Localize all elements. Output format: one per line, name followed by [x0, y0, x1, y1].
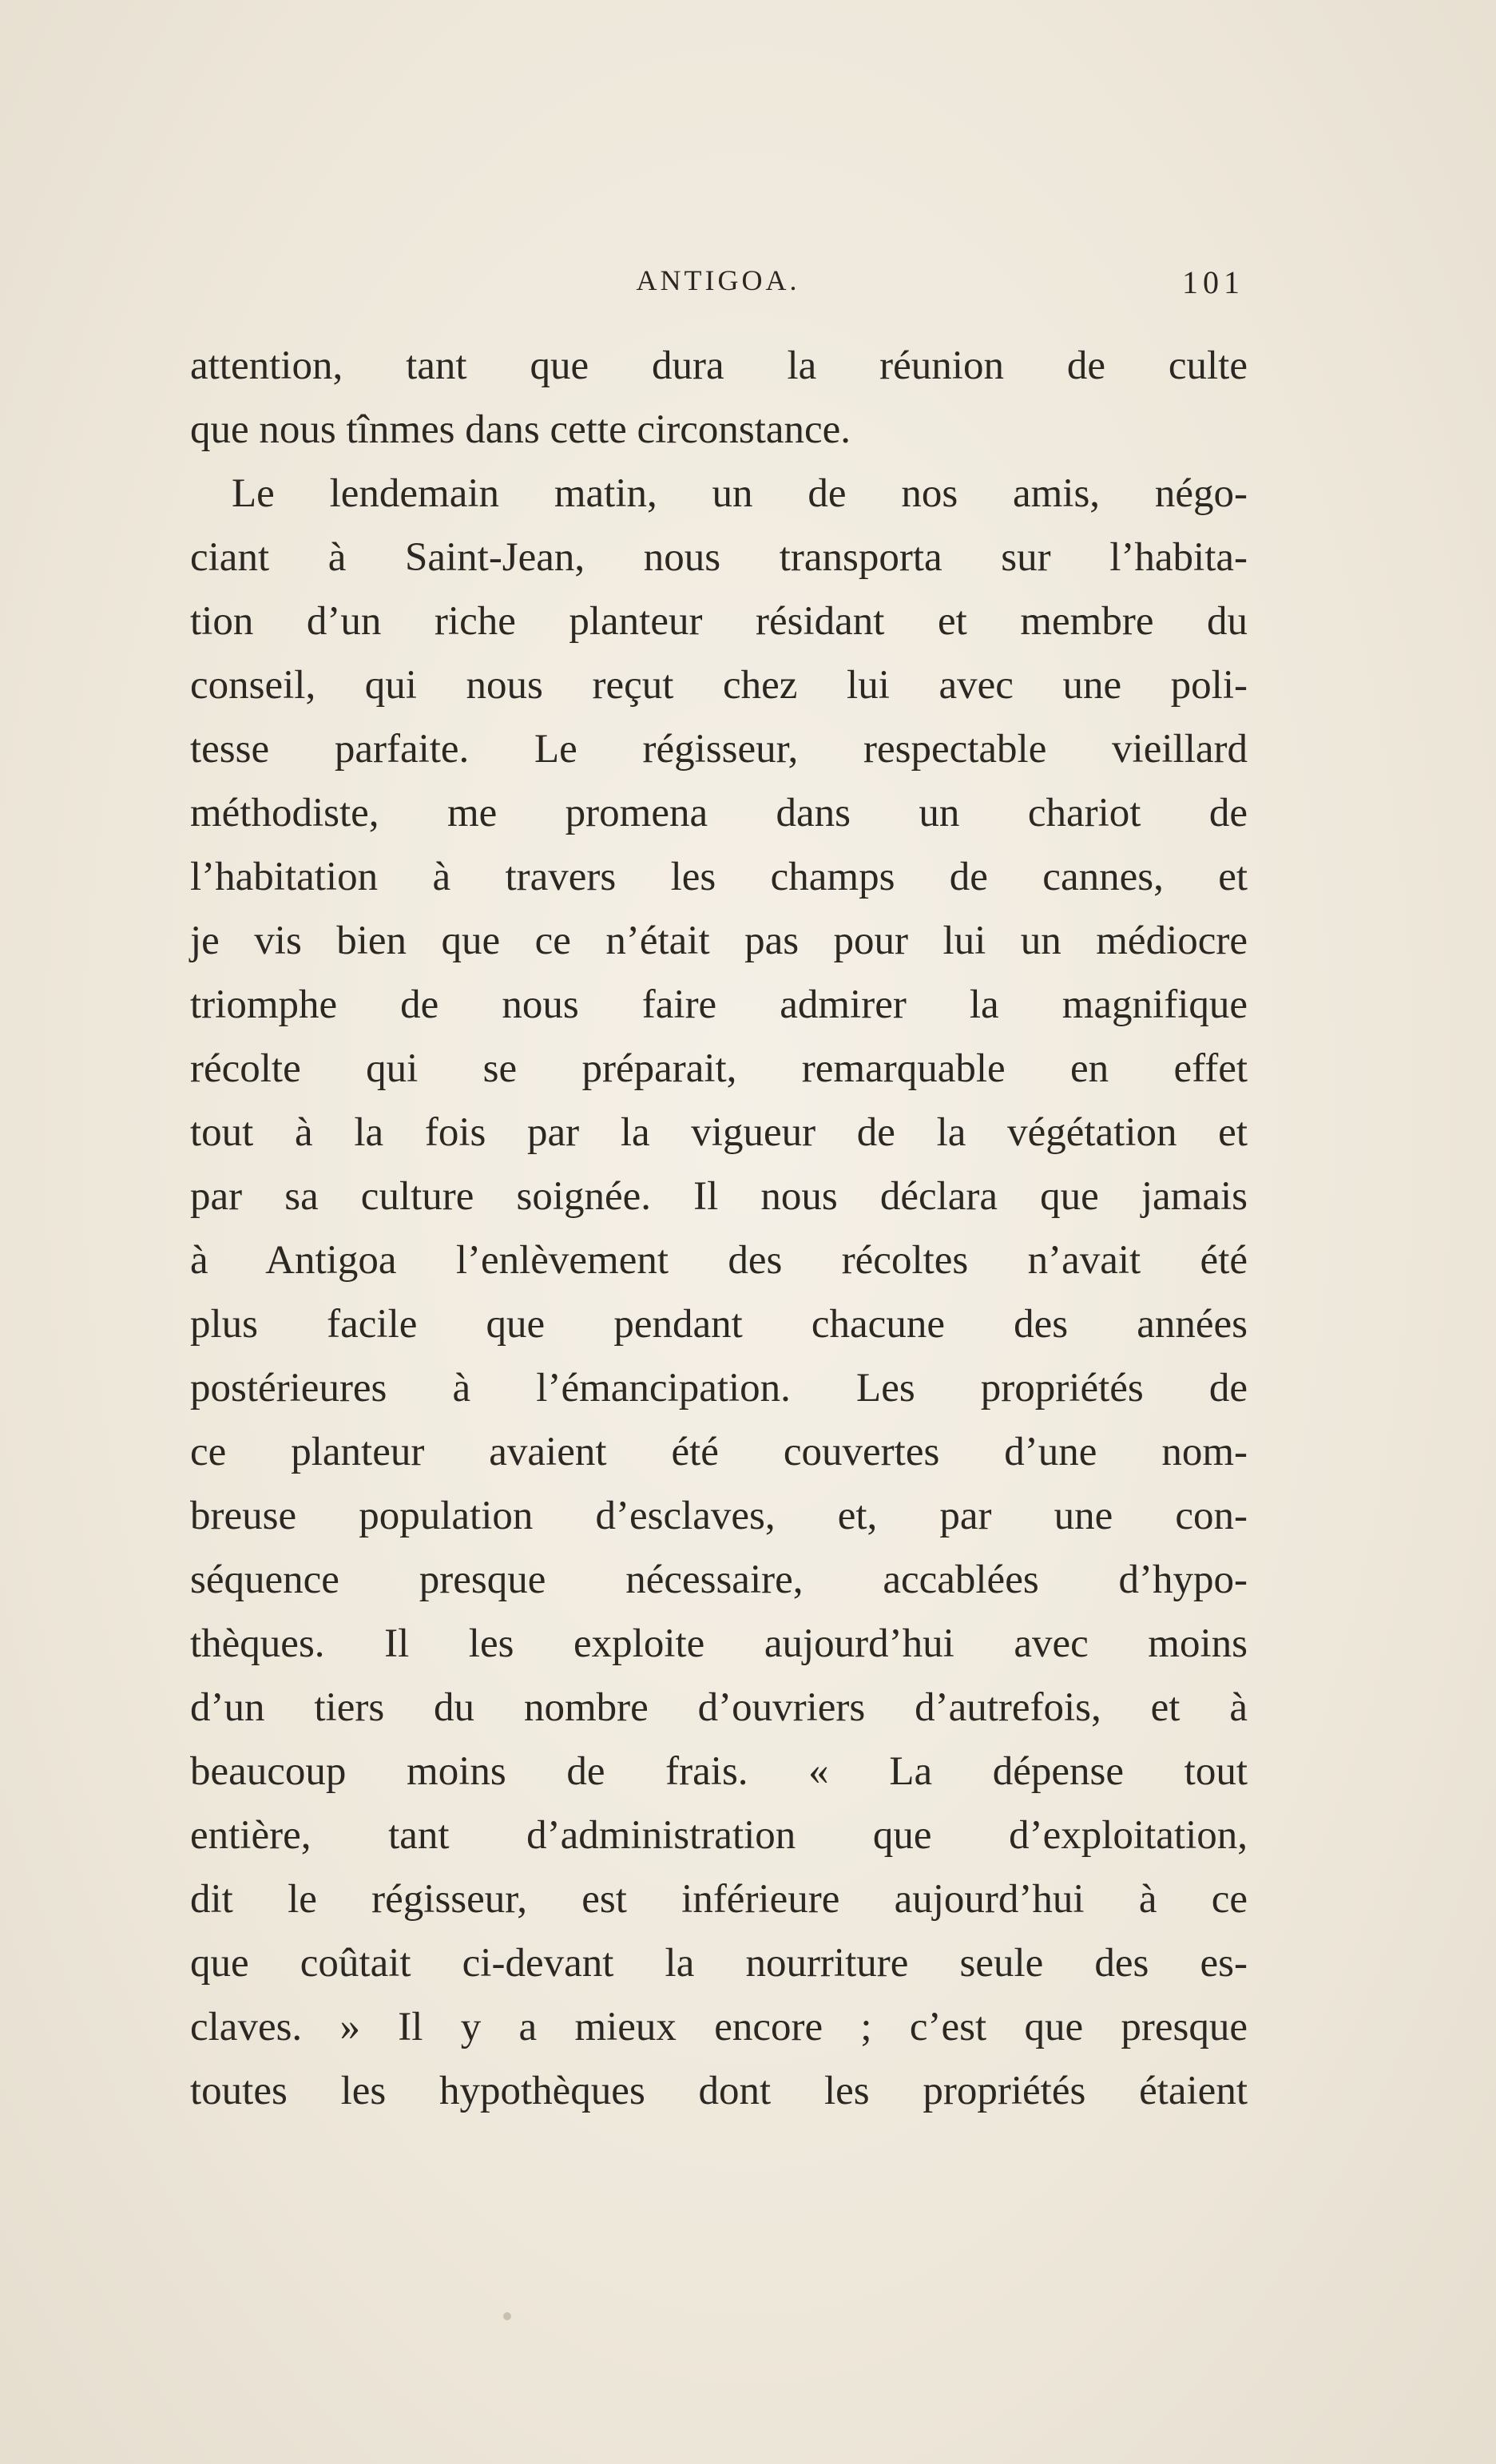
- text-line: entière, tant d’administration que d’exploitation,: [190, 1813, 1248, 1858]
- text-line: l’habitation à travers les champs de cannes, et: [190, 855, 1248, 899]
- page-header: [192, 264, 1244, 311]
- text-line: tout à la fois par la vigueur de la végétation et: [190, 1110, 1248, 1155]
- text-line: dit le régisseur, est inférieure aujourd’hui à ce: [190, 1877, 1248, 1922]
- paper-stain: [503, 2312, 511, 2320]
- running-title: ANTIGOA.: [636, 264, 800, 296]
- text-line: breuse population d’esclaves, et, par une con-: [190, 1494, 1248, 1538]
- text-line: je vis bien que ce n’était pas pour lui un médiocre: [190, 919, 1248, 963]
- text-line: postérieures à l’émancipation. Les propriétés de: [190, 1366, 1248, 1411]
- text-line: tion d’un riche planteur résidant et membre du: [190, 599, 1248, 644]
- text-line: que coûtait ci-devant la nourriture seule des es-: [190, 1941, 1248, 1986]
- text-line: que nous tînmes dans cette circonstance.: [190, 407, 851, 452]
- text-line: d’un tiers du nombre d’ouvriers d’autrefois, et à: [190, 1685, 1248, 1730]
- text-line: tesse parfaite. Le régisseur, respectable vieillard: [190, 727, 1248, 772]
- text-line: méthodiste, me promena dans un chariot de: [190, 791, 1248, 835]
- text-line: ce planteur avaient été couvertes d’une nom-: [190, 1430, 1248, 1474]
- text-line: attention, tant que dura la réunion de culte: [190, 343, 1248, 388]
- page-number: 101: [1182, 264, 1244, 300]
- text-line: par sa culture soignée. Il nous déclara que jamais: [190, 1174, 1248, 1219]
- text-line: claves. » Il y a mieux encore ; c’est que presque: [190, 2005, 1248, 2049]
- text-line: thèques. Il les exploite aujourd’hui avec moins: [190, 1621, 1248, 1666]
- text-line: conseil, qui nous reçut chez lui avec une poli-: [190, 663, 1248, 708]
- text-line: à Antigoa l’enlèvement des récoltes n’avait été: [190, 1238, 1248, 1283]
- text-line: triomphe de nous faire admirer la magnifique: [190, 982, 1248, 1027]
- body-text: [190, 334, 1248, 2123]
- text-line: récolte qui se préparait, remarquable en effet: [190, 1046, 1248, 1091]
- text-line: séquence presque nécessaire, accablées d’hypo-: [190, 1557, 1248, 1602]
- paragraph-start-line: Le lendemain matin, un de nos amis, négo-: [232, 471, 1248, 516]
- text-line: beaucoup moins de frais. « La dépense tout: [190, 1749, 1248, 1794]
- text-line: ciant à Saint-Jean, nous transporta sur l’habita-: [190, 535, 1248, 580]
- text-line: plus facile que pendant chacune des années: [190, 1302, 1248, 1347]
- text-line: toutes les hypothèques dont les propriétés étaient: [190, 2069, 1248, 2113]
